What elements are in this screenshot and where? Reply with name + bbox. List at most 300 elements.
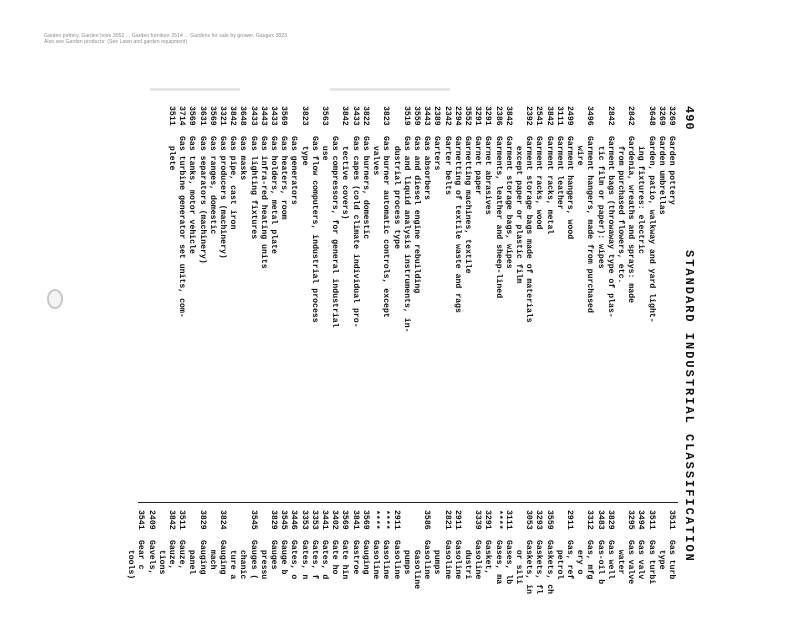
entry-description: Garden, patio, walkway and yard light- (646, 136, 656, 323)
sic-code (207, 510, 217, 540)
index-entry (462, 510, 472, 630)
index-entry (503, 106, 513, 501)
sic-code: 3269 (656, 106, 666, 126)
sic-code: 3295 (626, 510, 636, 530)
index-entry (186, 510, 196, 630)
entry-description: Gas masks (238, 136, 248, 181)
entry-description: Gas burner automatic controls, except (381, 136, 391, 318)
entry-description: panel (187, 540, 197, 575)
entry-description: Garter belts (442, 136, 452, 195)
page-title: STANDARD INDUSTRIAL CLASSIFICATION (682, 250, 696, 563)
sic-code: 3312 (585, 510, 595, 530)
sic-code (370, 106, 380, 136)
index-entry (176, 510, 186, 630)
sic-code: 3648 (646, 106, 656, 126)
index-entry (472, 106, 482, 501)
index-entry (421, 510, 431, 630)
column-divider (138, 502, 678, 503)
index-entry (635, 510, 645, 630)
index-entry (523, 106, 533, 501)
entry-description: Gardenia, wreaths and sprays: made (626, 136, 636, 304)
sic-code: 3443 (258, 106, 268, 126)
index-entry (645, 510, 655, 630)
entry-description: Gauging (360, 540, 370, 575)
entry-description: Gate ho (330, 540, 340, 575)
sic-code: 3563 (320, 106, 330, 126)
entry-description: chanic (238, 540, 248, 580)
index-entry (227, 106, 237, 501)
index-entry (615, 510, 625, 630)
sic-code: 3823 (299, 106, 309, 126)
sic-code: 2911 (564, 510, 574, 530)
index-entry (207, 510, 217, 630)
sic-code: 3293 (534, 510, 544, 530)
sic-code (574, 510, 584, 540)
sic-code: 3494 (636, 510, 646, 530)
index-entry (462, 106, 472, 501)
entry-description: Garden umbrellas (656, 136, 666, 215)
entry-description: tools) (126, 540, 136, 580)
index-entry (237, 106, 247, 501)
sic-code: 3569 (207, 106, 217, 126)
sic-code (656, 510, 666, 540)
index-entry (533, 510, 543, 630)
entry-description: Gauges (269, 540, 279, 570)
sic-code: 3433 (350, 106, 360, 126)
index-entry (298, 510, 308, 630)
index-entry (390, 510, 400, 630)
scan-smudge (150, 88, 240, 91)
index-entry (176, 106, 186, 501)
sic-code: 3321 (218, 106, 228, 126)
sic-code: 3111 (554, 106, 564, 126)
sic-code (186, 510, 196, 540)
index-entry (247, 106, 257, 501)
index-entry (584, 510, 594, 630)
sic-code (329, 106, 339, 136)
sic-code: 2386 (493, 106, 503, 126)
index-entry (390, 106, 400, 501)
index-entry (309, 510, 319, 630)
entry-description: Gear c (136, 540, 146, 570)
index-entry (401, 106, 411, 501)
entry-description: Gasoline (391, 540, 401, 580)
entry-description: from purchased flowers, etc. (615, 136, 625, 284)
entry-description: Gates, o (289, 540, 299, 580)
sic-code (431, 510, 441, 540)
entry-description: Gas and diesel engine rebuilding (411, 136, 421, 294)
index-entry (594, 510, 604, 630)
sic-code: 2392 (524, 106, 534, 126)
index-entry (237, 510, 247, 630)
sic-code: **** (371, 510, 381, 530)
sic-code: 2911 (391, 510, 401, 530)
index-entry (217, 510, 227, 630)
sic-code: 3842 (340, 106, 350, 126)
index-entry (492, 106, 502, 501)
sic-code: 3545 (248, 510, 258, 530)
index-entry (645, 106, 655, 501)
entry-description: Garment leather (554, 136, 564, 210)
entry-description: Gasoline (371, 540, 381, 580)
index-entry (574, 510, 584, 630)
entry-description: Garment hangers, made from purchased (585, 136, 595, 313)
sic-code: 3433 (248, 106, 258, 126)
entry-description: Gauze, (167, 540, 177, 570)
sic-code: **** (493, 510, 503, 530)
index-entry (482, 106, 492, 501)
sic-code: 3269 (667, 106, 676, 126)
sic-code: 3433 (269, 106, 279, 126)
entry-description: type (656, 540, 666, 570)
index-entry (196, 106, 206, 501)
entry-description: petrol (554, 540, 564, 580)
entry-description: tions (156, 540, 166, 575)
entry-description: Garden pottery (667, 136, 676, 205)
sic-code: 3842 (544, 106, 554, 126)
entry-description: tective covers) (340, 136, 350, 220)
sic-code: 3586 (422, 510, 432, 530)
entry-description: Gauging (218, 540, 228, 575)
sic-code: 2294 (452, 106, 462, 126)
index-entry (543, 106, 553, 501)
sic-code: 3829 (269, 510, 279, 530)
entry-description: valves (371, 136, 381, 176)
entry-description: Gas and liquid analysis instruments, in- (401, 136, 411, 333)
index-entry (625, 106, 635, 501)
index-entry (441, 106, 451, 501)
index-entry (186, 106, 196, 501)
index-entry (360, 106, 370, 501)
sic-code: 2409 (146, 510, 156, 530)
sic-code: 3483 (595, 510, 605, 530)
index-entry (380, 510, 390, 630)
entry-description: Gas generators (289, 136, 299, 205)
index-entry (615, 106, 625, 501)
index-entry (268, 510, 278, 630)
entry-description: Gas separators (machinery) (197, 136, 207, 264)
index-entry (350, 106, 360, 501)
index-entry (319, 106, 329, 501)
entry-description: Gas absorbers (422, 136, 432, 200)
entry-description: Garnetting of textile waste and rags (452, 136, 462, 313)
entry-description: dustri (462, 540, 472, 580)
index-entry (217, 106, 227, 501)
sic-code: 3541 (136, 510, 146, 530)
index-entry (421, 106, 431, 501)
index-entry (523, 510, 533, 630)
entry-description: Gas valve (626, 540, 636, 585)
index-entry (666, 106, 676, 501)
sic-code: 3822 (360, 106, 370, 126)
index-entry (350, 510, 360, 630)
sic-code (615, 510, 625, 540)
sic-code: 3291 (483, 106, 493, 126)
sic-code: 3552 (462, 106, 472, 126)
entry-description: Gas pipe, cast iron (228, 136, 238, 230)
index-entry (431, 106, 441, 501)
sic-code: 3339 (473, 510, 483, 530)
sic-code (227, 510, 237, 540)
index-entry (605, 106, 615, 501)
index-entry (564, 510, 574, 630)
entry-description: ery o (575, 540, 585, 575)
header-note-line: Also see Garden products: (See Lawn and garden equipment) (44, 39, 188, 45)
index-entry (554, 106, 564, 501)
index-entry (472, 510, 482, 630)
entry-description: Gas heaters, room (279, 136, 289, 220)
sic-code (390, 106, 400, 136)
entry-description: Gavels, (146, 540, 156, 575)
sic-code: 3511 (167, 106, 177, 126)
sic-code: 3353 (309, 510, 319, 530)
entry-description: Gasoline (411, 540, 421, 590)
sic-code: 3569 (340, 510, 350, 530)
index-entry (513, 106, 523, 501)
index-entry (339, 510, 349, 630)
sic-code (635, 106, 645, 136)
entry-description: Gauze, (177, 540, 187, 570)
entry-description: Garment racks, metal (544, 136, 554, 235)
sic-code (513, 510, 523, 540)
index-entry (370, 106, 380, 501)
entry-description: Gas flow computers, industrial process (309, 136, 319, 323)
sic-code: 2911 (452, 510, 462, 530)
entry-description: Gate hin (340, 540, 350, 580)
entry-description: Gaskets, fl (534, 540, 544, 595)
entry-description: ture a (228, 540, 238, 580)
index-entry (482, 510, 492, 630)
sic-code: 2342 (442, 106, 452, 126)
entry-description: or sili (513, 540, 523, 585)
sic-code: **** (381, 510, 391, 530)
index-entry (625, 510, 635, 630)
sic-code (258, 510, 268, 540)
index-entry (288, 106, 298, 501)
index-entry (564, 106, 574, 501)
entry-description: Gases, lb (503, 540, 513, 585)
sic-code (237, 510, 247, 540)
sic-code: 3441 (320, 510, 330, 530)
sic-code: 3559 (411, 106, 421, 126)
index-entry (452, 106, 462, 501)
sic-code (156, 510, 166, 540)
punch-hole (47, 289, 63, 309)
sic-code: 3631 (197, 106, 207, 126)
entry-description: Gauging (197, 540, 207, 575)
sic-code: 2842 (626, 106, 636, 126)
entry-description: Gas tanks, motor vehicle (187, 136, 197, 254)
index-entry (156, 510, 166, 630)
entry-description: Garment storage bags, wipes (503, 136, 513, 269)
entry-description: use (320, 136, 330, 161)
entry-description: Gas turbi (646, 540, 656, 585)
sic-code: 3402 (330, 510, 340, 530)
sic-code: 3446 (289, 510, 299, 530)
sic-code: 3545 (279, 510, 289, 530)
sic-code: 3111 (503, 510, 513, 530)
index-entry (554, 510, 564, 630)
index-entry (431, 510, 441, 630)
index-column-right (125, 510, 676, 630)
sic-code: 3519 (401, 106, 411, 126)
index-entry (207, 106, 217, 501)
sic-code: 3291 (483, 510, 493, 530)
entry-description: Gas well (605, 540, 615, 580)
index-entry (503, 510, 513, 630)
sic-code: 2821 (442, 510, 452, 530)
entry-description: Garment racks, wood (534, 136, 544, 230)
sic-code: 3829 (605, 510, 615, 530)
sic-code: 3823 (381, 106, 391, 126)
index-entry (329, 106, 339, 501)
index-entry (329, 510, 339, 630)
sic-code: 3829 (197, 510, 207, 530)
sic-code: 3511 (646, 510, 656, 530)
index-entry (492, 510, 502, 630)
index-entry (288, 510, 298, 630)
entry-description: Gates, n (299, 540, 309, 580)
entry-description: Gas compressors, for general industrial (330, 136, 340, 328)
entry-description: Gas lighting fixtures (248, 136, 258, 240)
entry-description: Garment storage bags made of materials (524, 136, 534, 323)
index-entry (125, 510, 135, 630)
entry-description: pressu (258, 540, 268, 580)
entry-description: wire (575, 136, 585, 166)
sic-code: 3569 (187, 106, 197, 126)
entry-description: Gasoline (442, 540, 452, 580)
index-entry (666, 510, 676, 630)
entry-description: Garment bags (throwaway type of plas- (605, 136, 615, 318)
index-entry (635, 106, 645, 501)
sic-code: 3053 (524, 510, 534, 530)
index-entry (401, 510, 411, 630)
index-entry (166, 106, 176, 501)
entry-description: Gas holders, metal plate (269, 136, 279, 254)
entry-description: Gas infra-red heating units (258, 136, 268, 269)
entry-description: Garnetting machines, textile (462, 136, 472, 274)
sic-code: 3824 (218, 510, 228, 530)
entry-description: Gates, d (320, 540, 330, 580)
index-entry (247, 510, 257, 630)
entry-description: Gas producers (machinery) (218, 136, 228, 259)
entry-description: Gasoline (381, 540, 391, 580)
entry-description: Gas-oil b (595, 540, 605, 585)
sic-code: 2541 (534, 106, 544, 126)
entry-description: Gaskets, ch (544, 540, 554, 595)
entry-description: Garment hangers, wood (564, 136, 574, 240)
index-entry (258, 106, 268, 501)
index-entry (360, 510, 370, 630)
page-scan (128, 100, 698, 618)
sic-code: 3842 (167, 510, 177, 530)
entry-description: mach (207, 540, 217, 570)
sic-code: 3569 (279, 106, 289, 126)
index-entry (339, 106, 349, 501)
sic-code (513, 106, 523, 136)
index-entry (605, 510, 615, 630)
index-entry (656, 510, 666, 630)
index-entry (411, 510, 421, 630)
entry-description: water (615, 540, 625, 575)
index-entry (278, 510, 288, 630)
index-entry (319, 510, 329, 630)
entry-description: pumps (401, 540, 411, 575)
entry-description: except paper or plastic film (513, 136, 523, 284)
header-note-line: Garden pottery, Garden hose 3052 ... Garden furniture 2514 ... Gardens for sale by grower, Gauges 3823 (44, 33, 288, 39)
index-entry (543, 510, 553, 630)
entry-description: Gauge b (279, 540, 289, 575)
entry-description: Gasoline (422, 540, 432, 580)
index-entry (380, 106, 390, 501)
entry-description: plete (167, 136, 177, 171)
entry-description: Gasoline (473, 540, 483, 580)
index-entry (166, 510, 176, 630)
index-entry (309, 106, 319, 501)
entry-description: Garnet paper (473, 136, 483, 195)
index-entry (441, 510, 451, 630)
entry-description: tic film or paper): wipes (595, 136, 605, 269)
entry-description: Gasket, (483, 540, 493, 575)
entry-description: Gastroe (350, 540, 360, 575)
sic-code: 2389 (432, 106, 442, 126)
sic-code (411, 510, 421, 540)
entry-description: pumps (432, 540, 442, 575)
header-note (44, 33, 684, 45)
sic-code: 3842 (503, 106, 513, 126)
sic-code: 3714 (177, 106, 187, 126)
sic-code (594, 106, 604, 136)
sic-code: 3569 (360, 510, 370, 530)
sic-code: 3443 (422, 106, 432, 126)
sic-code: 3291 (473, 106, 483, 126)
index-entry (574, 106, 584, 501)
entry-description: Gas turbine generator set units, com- (177, 136, 187, 318)
index-column-left (166, 106, 676, 501)
sic-code (462, 510, 472, 540)
entry-description: Garnet abrasives (483, 136, 493, 215)
page-number: 490 (682, 106, 696, 131)
index-entry (268, 106, 278, 501)
rotated-page (128, 100, 698, 618)
sic-code (401, 510, 411, 540)
sic-code (288, 106, 298, 136)
sic-code: 2842 (605, 106, 615, 126)
entry-description: Gates, f (309, 540, 319, 580)
sic-code: 3842 (228, 106, 238, 126)
entry-description: Gas, mfg (585, 540, 595, 580)
sic-code (574, 106, 584, 136)
index-entry (594, 106, 604, 501)
sic-code: 3511 (177, 510, 187, 530)
index-entry (411, 106, 421, 501)
index-entry (452, 510, 462, 630)
entry-description: Gas turb (667, 540, 676, 580)
index-entry (227, 510, 237, 630)
entry-description: Gaskets, in (524, 540, 534, 595)
sic-code: 3648 (238, 106, 248, 126)
index-entry (145, 510, 155, 630)
index-entry (278, 106, 288, 501)
entry-description: Gauges ( (248, 540, 258, 580)
sic-code: 3841 (350, 510, 360, 530)
entry-description: ing fixtures: electric (636, 136, 646, 254)
sic-code: 2499 (564, 106, 574, 126)
entry-description: Gas burners, domestic (360, 136, 370, 240)
sic-code (125, 510, 135, 540)
entry-description: Gas ranges, domestic (207, 136, 217, 235)
index-entry (135, 510, 145, 630)
